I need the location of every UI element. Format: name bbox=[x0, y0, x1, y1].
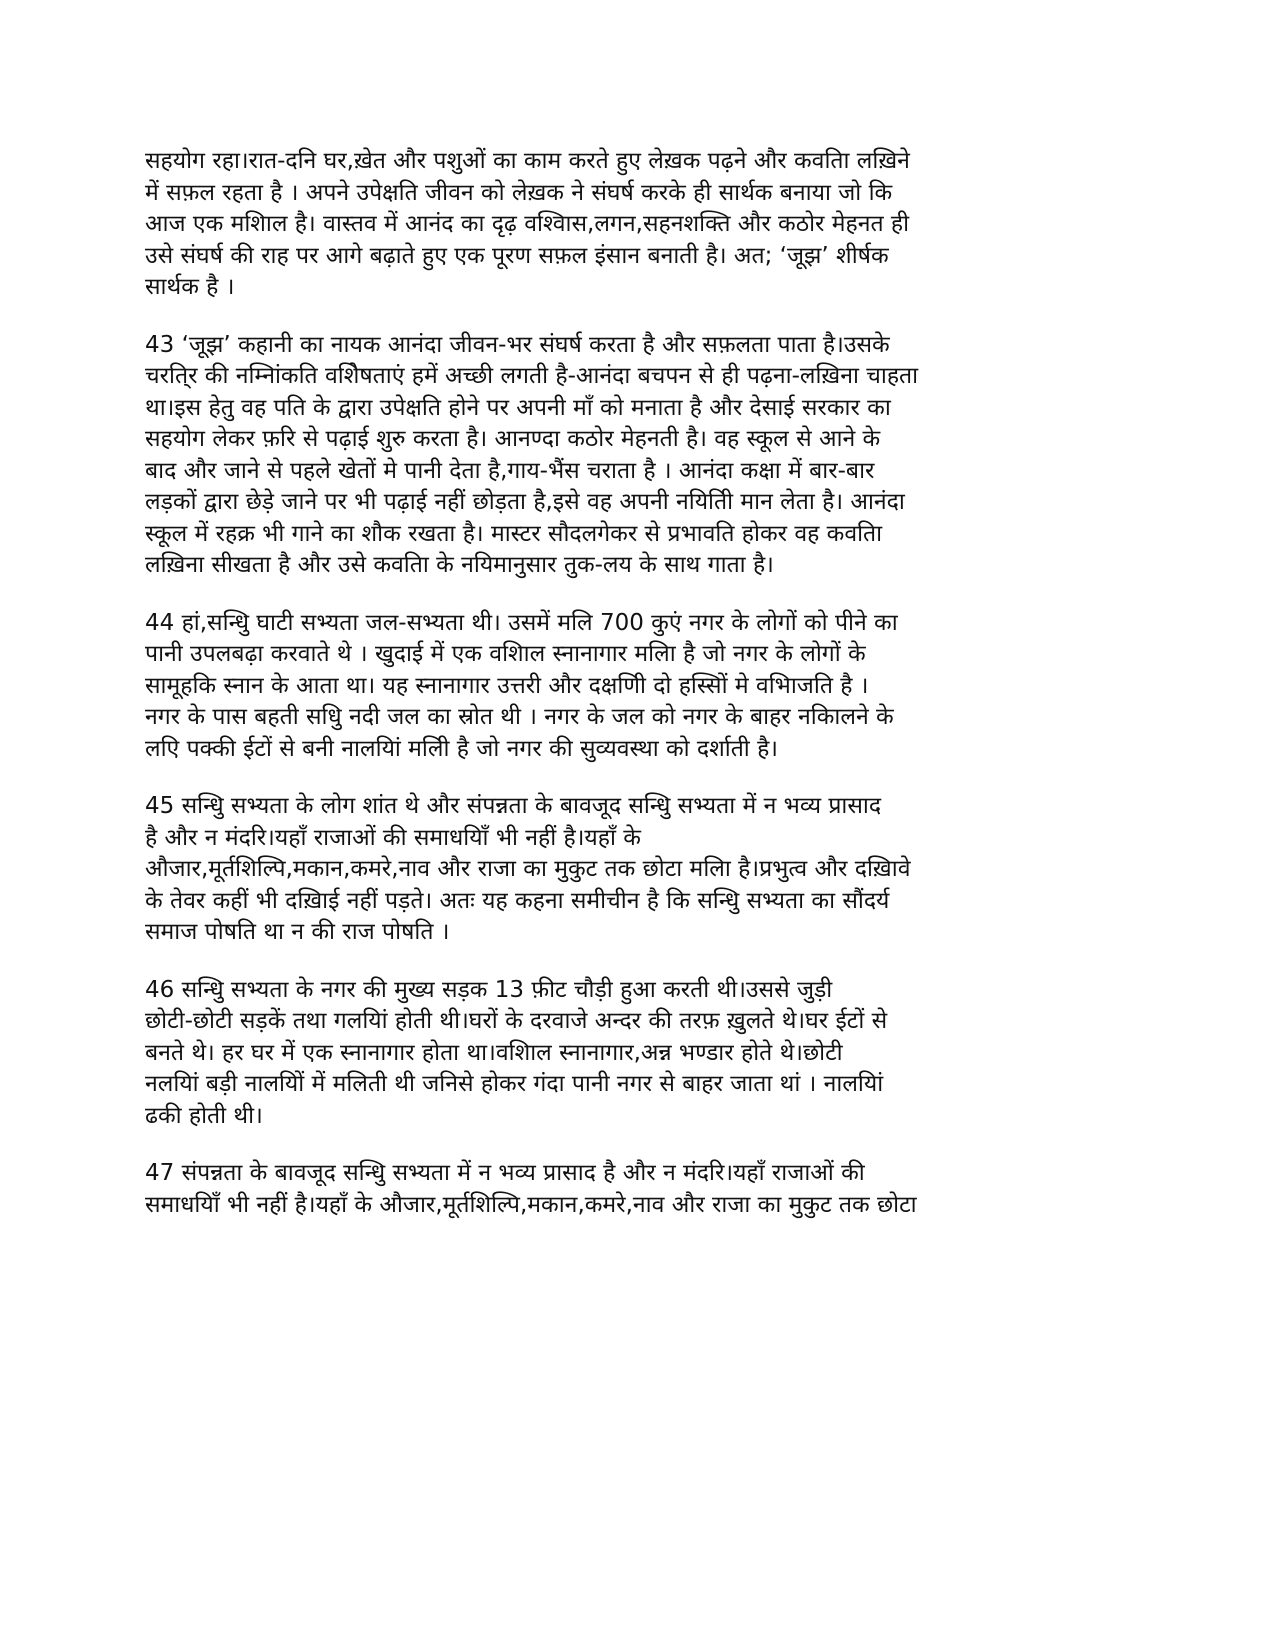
paragraph-47 bbox=[145, 1158, 1115, 1221]
text-line: 43 ‘जूझ’ कहानी का नायक आनंदा जीवन-भर संघर्ष करता है और सफ़लता पाता है।उसके bbox=[145, 331, 890, 358]
text-line: आज एक मशिाल है। वास्तव में आनंद का दृढ़ वश्विास,लगन,सहनशक्ति और कठोर मेहनत ही bbox=[145, 211, 910, 237]
paragraph-continuation bbox=[145, 146, 1115, 304]
text-line: नगर के पास बहती सधिु नदी जल का स्रोत थी । नगर के जल को नगर के बाहर नकिालने के bbox=[145, 704, 894, 730]
paragraph-46 bbox=[145, 975, 1115, 1133]
text-line: उसे संघर्ष की राह पर आगे बढ़ाते हुए एक पूरण सफ़ल इंसान बनाती है। अत; ‘जूझ’ शीर्षक bbox=[145, 242, 889, 269]
text-line: लएि पक्की ईटों से बनी नालयिां मलिी है जो नगर की सुव्यवस्था को दर्शाती है। bbox=[145, 735, 779, 762]
text-line: औजार,मूर्तशिल्पि,मकान,कमरे,नाव और राजा का मुकुट तक छोटा मलिा है।प्रभुत्व और दख़िावे bbox=[145, 856, 911, 882]
paragraph-43 bbox=[145, 330, 1115, 582]
text-line: बाद और जाने से पहले खेतों मे पानी देता है,गाय-भैंस चराता है । आनंदा कक्षा में बार-बार bbox=[145, 457, 875, 484]
text-line: 46 सन्धिु सभ्यता के नगर की मुख्य सड़क 13 फ़ीट चौड़ी हुआ करती थी।उससे जुड़ी bbox=[145, 976, 833, 1003]
paragraph-45 bbox=[145, 791, 1115, 949]
document-page bbox=[145, 146, 1115, 1247]
text-line: सहयोग लेकर फ़रि से पढ़ाई शुरु करता है। आनण्दा कठोर मेहनती है। वह स्कूल से आने के bbox=[145, 426, 881, 452]
text-line: बनते थे। हर घर में एक स्नानागार होता था।वशिाल स्नानागार,अन्न भण्डार होते थे।छोटी bbox=[145, 1039, 843, 1066]
paragraph-44 bbox=[145, 608, 1115, 766]
text-line: लड़कों द्वारा छेड़े जाने पर भी पढ़ाई नहीं छोड़ता है,इसे वह अपनी नयितिी मान लेता है। आनंदा bbox=[145, 489, 905, 515]
text-line: 45 सन्धिु सभ्यता के लोग शांत थे और संपन्नता के बावजूद सन्धिु सभ्यता में न भव्य प्रासाद bbox=[145, 793, 882, 819]
text-line: 44 हां,सन्धिु घाटी सभ्यता जल-सभ्यता थी। उसमें मलि 700 कुएं नगर के लोगों को पीने का bbox=[145, 609, 898, 636]
text-line: समाधयिाँ भी नहीं है।यहाँ के औजार,मूर्तशिल्पि,मकान,कमरे,नाव और राजा का मुकुट तक छोटा bbox=[145, 1191, 917, 1218]
text-line: सहयोग रहा।रात-दनि घर,ख़ेत और पशुओं का काम करते हुए लेख़क पढ़ने और कवतिा लख़िने bbox=[145, 148, 910, 174]
text-line: छोटी-छोटी सड़कें तथा गलयिां होती थी।घरों के दरवाजे अन्दर की तरफ़ ख़ुलते थे।घर ईटों से bbox=[145, 1008, 888, 1034]
text-line: के तेवर कहीं भी दख़िाई नहीं पड़ते। अतः यह कहना समीचीन है कि सन्धिु सभ्यता का सौंदर्य bbox=[145, 887, 890, 914]
text-line: चरति्र की नम्निांकति वशिेषताएं हमें अच्छी लगती है-आनंदा बचपन से ही पढ़ना-लख़िना चाहता bbox=[145, 363, 919, 389]
text-line: सार्थक है । bbox=[145, 274, 235, 300]
text-line: था।इस हेतु वह पति के द्वारा उपेक्षति होने पर अपनी माँ को मनाता है और देसाई सरकार का bbox=[145, 394, 891, 421]
text-line: समाज पोषति था न की राज पोषति । bbox=[145, 919, 450, 945]
text-line: लख़िना सीखता है और उसे कवतिा के नयिमानुसार तुक-लय के साथ गाता है। bbox=[145, 552, 774, 578]
text-line: में सफ़ल रहता है । अपने उपेक्षति जीवन को लेख़क ने संघर्ष करके ही सार्थक बनाया जो कि bbox=[145, 179, 893, 206]
text-line: है और न मंदरि।यहाँ राजाओं की समाधयिाँ भी नहीं है।यहाँ के bbox=[145, 824, 641, 851]
text-line: 47 संपन्नता के बावजूद सन्धिु सभ्यता में न भव्य प्रासाद है और न मंदरि।यहाँ राजाओं की bbox=[145, 1160, 865, 1186]
text-line: नलयिां बड़ी नालयिों में मलिती थी जनिसे होकर गंदा पानी नगर से बाहर जाता थां । नालयिां bbox=[145, 1071, 884, 1097]
text-line: स्कूल में रहक्र भी गाने का शौक रखता है। मास्टर सौदलगेकर से प्रभावति होकर वह कवतिा bbox=[145, 520, 883, 547]
text-line: ढकी होती थी। bbox=[145, 1102, 263, 1129]
text-line: सामूहकि स्नान के आता था। यह स्नानागार उत्तरी और दक्षणिी दो हस्सिों मे वभिाजति है । bbox=[145, 672, 869, 699]
text-line: पानी उपलबढ़ा करवाते थे । खुदाई में एक वशिाल स्नानागार मलिा है जो नगर के लोगों के bbox=[145, 641, 866, 667]
